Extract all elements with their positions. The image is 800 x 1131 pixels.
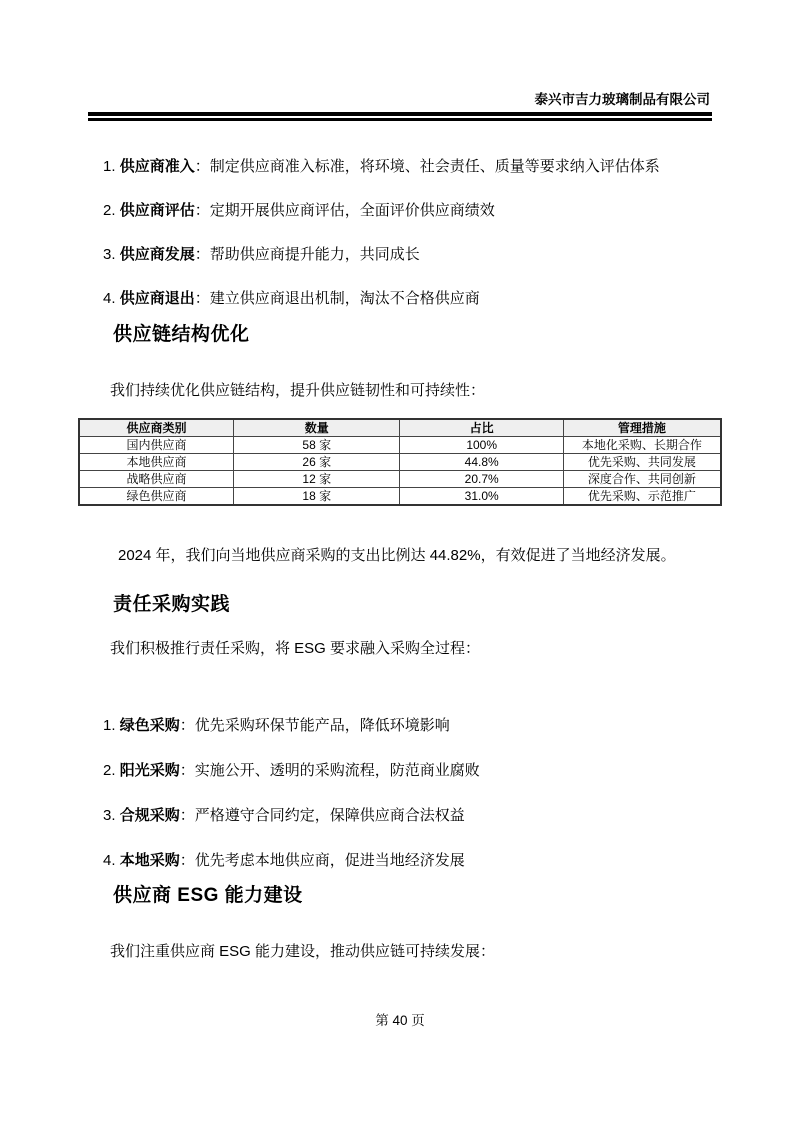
- table-cell: 绿色供应商: [79, 488, 234, 506]
- list-item: [103, 806, 722, 826]
- list-item-number: 3.: [103, 807, 116, 824]
- list-item-term: 绿色采购: [119, 717, 180, 734]
- list-item-number: 1.: [103, 158, 116, 175]
- table-cell: 国内供应商: [79, 437, 234, 454]
- list-item-term: 合规采购: [119, 807, 180, 824]
- header-divider: [88, 112, 712, 121]
- list-item-term: 阳光采购: [119, 762, 180, 779]
- list-item-term: 供应商发展: [119, 246, 195, 263]
- list-item-term: 供应商准入: [119, 158, 195, 175]
- list-item-desc: 优先考虑本地供应商，促进当地经济发展: [194, 852, 465, 869]
- table-cell: 深度合作、共同创新: [563, 471, 721, 488]
- list-item-number: 4.: [103, 290, 116, 307]
- list-item-desc: 实施公开、透明的采购流程，防范商业腐败: [194, 762, 480, 779]
- section-title-esg-capacity: 供应商 ESG 能力建设: [113, 885, 303, 906]
- responsible-procurement-list: [0, 716, 800, 871]
- list-item-desc: 建立供应商退出机制，淘汰不合格供应商: [209, 290, 480, 307]
- list-item: [103, 716, 722, 736]
- table-header-row: [79, 419, 721, 437]
- table-cell: 31.0%: [400, 488, 563, 506]
- list-item-number: 2.: [103, 202, 116, 219]
- table-cell: 12 家: [234, 471, 400, 488]
- list-item-separator: ：: [179, 807, 195, 824]
- esg-capacity-intro: 我们注重供应商 ESG 能力建设，推动供应链可持续发展：: [110, 943, 496, 960]
- list-item-term: 本地采购: [119, 852, 180, 869]
- list-item: [103, 761, 722, 781]
- list-item-term: 供应商退出: [119, 290, 195, 307]
- supplier-lifecycle-list: [0, 157, 800, 309]
- table-row: [79, 488, 721, 506]
- table-cell: 本地化采购、长期合作: [563, 437, 721, 454]
- column-header: 数量: [234, 419, 400, 437]
- table-cell: 44.8%: [400, 454, 563, 471]
- list-item-separator: ：: [194, 246, 210, 263]
- list-item-term: 供应商评估: [119, 202, 195, 219]
- company-header: 泰兴市吉力玻璃制品有限公司: [534, 92, 710, 107]
- list-item-number: 4.: [103, 852, 116, 869]
- list-item: [103, 245, 722, 265]
- column-header: 供应商类别: [79, 419, 234, 437]
- list-item: [103, 289, 722, 309]
- list-item-separator: ：: [194, 202, 210, 219]
- table-cell: 优先采购、共同发展: [563, 454, 721, 471]
- list-item-desc: 定期开展供应商评估，全面评价供应商绩效: [209, 202, 495, 219]
- table-cell: 100%: [400, 437, 563, 454]
- responsible-procurement-intro: 我们积极推行责任采购，将 ESG 要求融入采购全过程：: [110, 640, 481, 657]
- list-item-separator: ：: [179, 762, 195, 779]
- table-row: [79, 454, 721, 471]
- list-item-separator: ：: [179, 852, 195, 869]
- list-item: [103, 201, 722, 221]
- list-item-separator: ：: [179, 717, 195, 734]
- list-item-separator: ：: [194, 290, 210, 307]
- list-item-desc: 优先采购环保节能产品，降低环境影响: [194, 717, 450, 734]
- list-item: [103, 851, 722, 871]
- list-item-number: 3.: [103, 246, 116, 263]
- list-item-separator: ：: [194, 158, 210, 175]
- section-title-responsible-procurement: 责任采购实践: [113, 594, 231, 615]
- list-item: [103, 157, 722, 177]
- table-row: [79, 471, 721, 488]
- table-cell: 20.7%: [400, 471, 563, 488]
- list-item-desc: 帮助供应商提升能力，共同成长: [209, 246, 420, 263]
- table-cell: 58 家: [234, 437, 400, 454]
- list-item-number: 2.: [103, 762, 116, 779]
- table-cell: 18 家: [234, 488, 400, 506]
- table-cell: 26 家: [234, 454, 400, 471]
- column-header: 管理措施: [563, 419, 721, 437]
- table-row: [79, 437, 721, 454]
- table-cell: 本地供应商: [79, 454, 234, 471]
- section-title-chain-structure: 供应链结构优化: [113, 324, 250, 345]
- table-cell: 战略供应商: [79, 471, 234, 488]
- list-item-number: 1.: [103, 717, 116, 734]
- supplier-structure-table: [78, 418, 722, 506]
- chain-structure-intro: 我们持续优化供应链结构，提升供应链韧性和可持续性：: [110, 382, 486, 399]
- list-item-desc: 制定供应商准入标准，将环境、社会责任、质量等要求纳入评估体系: [209, 158, 660, 175]
- list-item-desc: 严格遵守合同约定，保障供应商合法权益: [194, 807, 465, 824]
- table-cell: 优先采购、示范推广: [563, 488, 721, 506]
- page-number: 第 40 页: [375, 1013, 425, 1028]
- column-header: 占比: [400, 419, 563, 437]
- local-purchase-note: 2024 年，我们向当地供应商采购的支出比例达 44.82%，有效促进了当地经济发展。: [118, 547, 676, 564]
